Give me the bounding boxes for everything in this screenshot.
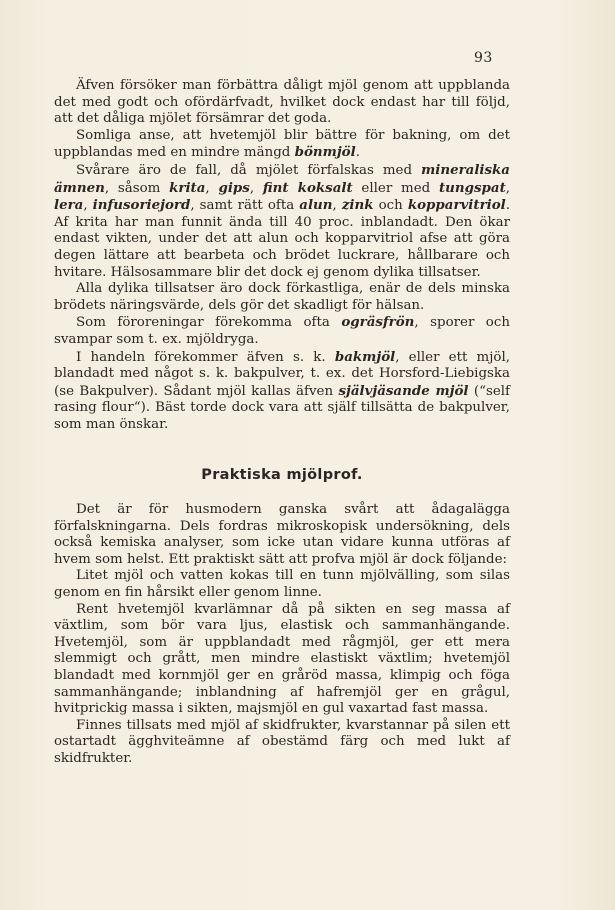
- paragraph: Alla dylika tillsatser äro dock förkastliga, enär de dels minska brödets näringsvärde, dels gör det skadligt för hälsan.: [54, 281, 510, 313]
- paragraph: Som föroreningar förekomma ofta ogräsfrön, sporer och svampar som t. ex. mjöldryga.: [54, 314, 510, 347]
- paragraph: Finnes tillsats med mjöl af skidfrukter, kvarstannar på silen ett ostartadt ägghvitеämne af obestämd färg och med lukt af skidfrukter.: [54, 717, 510, 766]
- body-text: [54, 78, 510, 768]
- paragraph: Det är för husmodern ganska svårt att ådagalägga förfalskningarna. Dels fordras mikroskopisk undersökning, dels också kemiska analyser, som icke utan vidare kunna utföras af hvem som helst. Ett praktiskt sätt att profva mjöl är dock följande:: [54, 502, 510, 567]
- paragraph: Litet mjöl och vatten kokas till en tunn mjölvälling, som silas genom en fin hårsikt eller genom linne.: [54, 568, 510, 601]
- paragraph: Somliga anse, att hvetemjöl blir bättre för bakning, om det uppblandas med en mindre mängd bönmjöl.: [54, 127, 510, 161]
- paragraph: Äfven försöker man förbättra dåligt mjöl genom att uppblanda det med godt och ofördärfvadt, hvilket dock endast har till följd, att det dåliga mjölet försämrar det goda.: [54, 78, 510, 127]
- section-heading: Praktiska mjölprof.: [201, 467, 363, 484]
- paragraph: I handeln förekommer äfven s. k. bakmjöl, eller ett mjöl, blandadt med något s. k. bakpulver, t. ex. det Horsford-Liebigska (se Bakpulver). Sådant mjöl kallas äfven självjäsande mjöl (“self rasing flour“). Bäst torde dock vara att själf tillsätta de bakpulver, som man önskar.: [54, 348, 510, 432]
- paragraph: Svårare äro de fall, då mjölet förfalskas med mineraliska ämnen, såsom krita, gips, fint koksalt eller med tungspat, lera, infusoriejord, samt rätt ofta alun, zink och kopparvitriol. Af krita har man funnit ända till 40 proc. inblandadt. Den ökar endast vikten, under det att alun och kopparvitriol afse att göra degen lättare att bearbeta och brödet luckrare, hållbarare och hvitare. Hälsosammare blir det dock ej genom dylika tillsatser.: [54, 161, 511, 280]
- paragraph: Rent hvetemjöl kvarlämnar då på sikten en seg massa af växtlim, som bör vara ljus, elastisk och sammanhängande. Hvetemjöl, som är uppblandadt med rågmjöl, ger ett mera slemmigt och grått, men mindre elastiskt växtlim; hvetemjöl blandadt med kornmjöl ger en gråröd massa, klimpig och föga sammanhängande; inblandning af hafremjöl ger en grågul, hvitprickig massa i sikten, majsmjöl en gul vaxartad fast massa.: [54, 601, 510, 717]
- page-number: 93: [474, 50, 493, 66]
